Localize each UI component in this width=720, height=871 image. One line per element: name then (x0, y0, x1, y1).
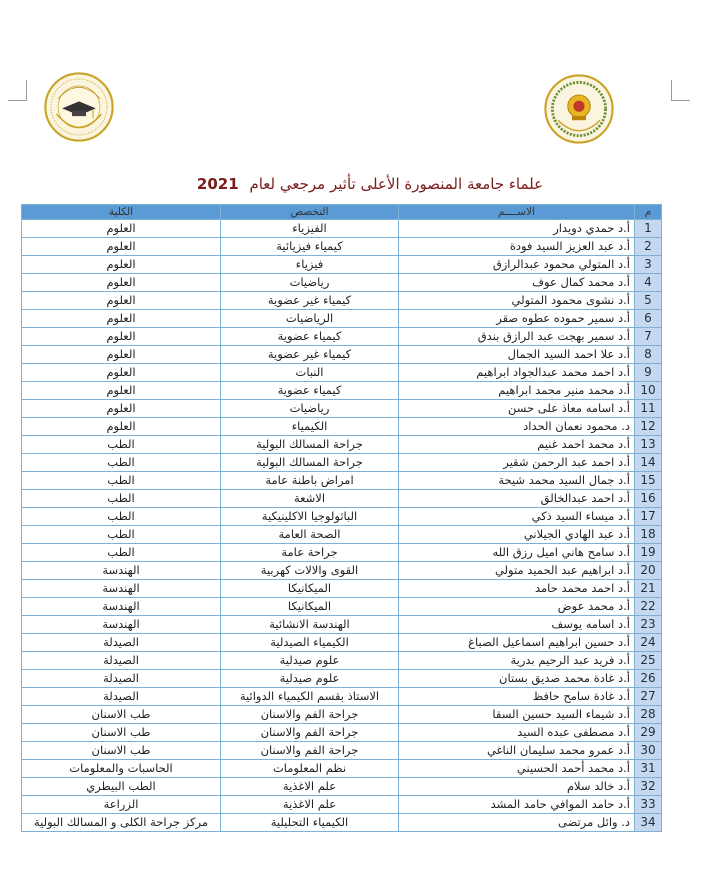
cell-num: 22 (635, 598, 662, 616)
cell-faculty: الطب (22, 544, 221, 562)
scholars-table (21, 204, 662, 832)
cell-name: أ.د محمد احمد غنيم (399, 436, 635, 454)
cell-name: أ.د احمد محمد حامد (399, 580, 635, 598)
cell-num: 16 (635, 490, 662, 508)
cell-faculty: الطب (22, 526, 221, 544)
cell-name: أ.د ميساء السيد ذكي (399, 508, 635, 526)
cell-faculty: العلوم (22, 274, 221, 292)
cell-faculty: الطب البيطري (22, 778, 221, 796)
cell-num: 11 (635, 400, 662, 418)
cell-num: 26 (635, 670, 662, 688)
university-seal-icon (544, 74, 614, 144)
cell-num: 9 (635, 364, 662, 382)
cell-specialty: رياضيات (221, 274, 399, 292)
cell-num: 7 (635, 328, 662, 346)
table-row (22, 634, 662, 652)
table-row (22, 760, 662, 778)
cell-faculty: الصيدلة (22, 652, 221, 670)
cell-name: أ.د محمد منير محمد ابراهيم (399, 382, 635, 400)
cell-specialty: الهندسة الانشائية (221, 616, 399, 634)
table-row (22, 400, 662, 418)
cell-specialty: علوم صيدلية (221, 670, 399, 688)
header-name: الاســــم (399, 205, 635, 220)
cell-num: 8 (635, 346, 662, 364)
cell-specialty: امراض باطنة عامة (221, 472, 399, 490)
cell-name: أ.د نشوى محمود المتولي (399, 292, 635, 310)
cell-specialty: الرياضيات (221, 310, 399, 328)
table-row (22, 598, 662, 616)
university-logo-right (544, 74, 614, 144)
cell-specialty: علم الاغذية (221, 778, 399, 796)
cell-faculty: العلوم (22, 400, 221, 418)
cell-num: 15 (635, 472, 662, 490)
title-text: علماء جامعة المنصورة الأعلى تأثير مرجعي لعام (249, 175, 544, 193)
cell-name: أ.د المتولي محمود عبدالرازق (399, 256, 635, 274)
cell-faculty: الصيدلة (22, 670, 221, 688)
cell-faculty: العلوم (22, 382, 221, 400)
cell-faculty: الصيدلة (22, 634, 221, 652)
table-row (22, 364, 662, 382)
cell-name: أ.د احمد محمد عبدالجواد ابراهيم (399, 364, 635, 382)
cell-specialty: كيمياء فيزيائية (221, 238, 399, 256)
table-row (22, 382, 662, 400)
cell-faculty: الهندسة (22, 580, 221, 598)
cell-faculty: الحاسبات والمعلومات (22, 760, 221, 778)
cell-name: أ.د مصطفى عبده السيد (399, 724, 635, 742)
table-row (22, 238, 662, 256)
cell-faculty: طب الاسنان (22, 742, 221, 760)
cell-name: أ.د سامح هاني اميل رزق الله (399, 544, 635, 562)
table-row (22, 220, 662, 238)
cell-faculty: الطب (22, 508, 221, 526)
cell-faculty: طب الاسنان (22, 724, 221, 742)
cell-name: د. وائل مرتضى (399, 814, 635, 832)
cell-num: 32 (635, 778, 662, 796)
cell-num: 19 (635, 544, 662, 562)
crop-mark-left (8, 80, 27, 101)
table-row (22, 544, 662, 562)
cell-name: أ.د ابراهيم عبد الحميد متولي (399, 562, 635, 580)
table-row (22, 472, 662, 490)
university-logo-left (44, 72, 114, 142)
table-row (22, 346, 662, 364)
cell-name: أ.د عمرو محمد سليمان الناغي (399, 742, 635, 760)
cell-name: أ.د محمد كمال عوف (399, 274, 635, 292)
table-row (22, 436, 662, 454)
cell-num: 14 (635, 454, 662, 472)
cell-num: 12 (635, 418, 662, 436)
table-row (22, 706, 662, 724)
cell-specialty: جراحة الفم والاسنان (221, 706, 399, 724)
table-body (22, 220, 662, 832)
cell-specialty: جراحة الفم والاسنان (221, 724, 399, 742)
cell-name: أ.د غادة سامح حافظ (399, 688, 635, 706)
cell-num: 10 (635, 382, 662, 400)
cell-name: أ.د احمد عبدالخالق (399, 490, 635, 508)
cell-name: أ.د حسين ابراهيم اسماعيل الصباغ (399, 634, 635, 652)
cell-num: 2 (635, 238, 662, 256)
table-row (22, 508, 662, 526)
cell-specialty: كيمياء عضوية (221, 328, 399, 346)
cell-faculty: طب الاسنان (22, 706, 221, 724)
table-row (22, 562, 662, 580)
table-row (22, 814, 662, 832)
cell-faculty: الطب (22, 436, 221, 454)
cell-name: أ.د احمد عبد الرحمن شقير (399, 454, 635, 472)
cell-faculty: العلوم (22, 292, 221, 310)
cell-specialty: الكيمياء التحليلية (221, 814, 399, 832)
cell-specialty: الباثولوجيا الاكلينيكية (221, 508, 399, 526)
table-row (22, 490, 662, 508)
table-row (22, 688, 662, 706)
cell-specialty: علوم صيدلية (221, 652, 399, 670)
cell-num: 24 (635, 634, 662, 652)
cell-name: أ.د حمدي دويدار (399, 220, 635, 238)
title-year: 2021 (196, 175, 239, 193)
table-row (22, 274, 662, 292)
cell-specialty: الفيزياء (221, 220, 399, 238)
cell-num: 4 (635, 274, 662, 292)
cell-faculty: الهندسة (22, 562, 221, 580)
table-row (22, 418, 662, 436)
table-row (22, 256, 662, 274)
cell-specialty: كيمياء غير عضوية (221, 346, 399, 364)
cell-faculty: العلوم (22, 256, 221, 274)
cell-name: أ.د سمير بهجت عبد الرازق بندق (399, 328, 635, 346)
cell-name: أ.د فريد عبد الرحيم بدرية (399, 652, 635, 670)
cell-specialty: الكيمياء (221, 418, 399, 436)
cell-num: 21 (635, 580, 662, 598)
cell-num: 33 (635, 796, 662, 814)
cell-faculty: الطب (22, 490, 221, 508)
cell-specialty: علم الاغذية (221, 796, 399, 814)
cell-num: 17 (635, 508, 662, 526)
header-num: م (635, 205, 662, 220)
table-row (22, 526, 662, 544)
table-row (22, 670, 662, 688)
cell-specialty: القوى والالات كهربية (221, 562, 399, 580)
cell-specialty: فيزياء (221, 256, 399, 274)
cell-name: أ.د جمال السيد محمد شيحة (399, 472, 635, 490)
cell-faculty: الصيدلة (22, 688, 221, 706)
cell-faculty: العلوم (22, 310, 221, 328)
cell-faculty: الهندسة (22, 616, 221, 634)
cell-num: 27 (635, 688, 662, 706)
cell-name: أ.د غادة محمد صديق بستان (399, 670, 635, 688)
cell-name: أ.د عبد العزيز السيد فودة (399, 238, 635, 256)
table-row (22, 310, 662, 328)
cell-faculty: الهندسة (22, 598, 221, 616)
cell-num: 5 (635, 292, 662, 310)
scholars-table-container (21, 204, 661, 832)
header-faculty: الكلية (22, 205, 221, 220)
cell-name: أ.د عبد الهادي الجيلاني (399, 526, 635, 544)
table-row (22, 796, 662, 814)
table-row (22, 328, 662, 346)
crop-mark-right (671, 80, 690, 101)
cell-specialty: كيمياء غير عضوية (221, 292, 399, 310)
cell-specialty: الميكانيكا (221, 580, 399, 598)
cell-faculty: العلوم (22, 364, 221, 382)
table-row (22, 616, 662, 634)
cell-num: 1 (635, 220, 662, 238)
cell-specialty: كيمياء عضوية (221, 382, 399, 400)
graduation-cap-seal-icon (44, 72, 114, 142)
cell-specialty: نظم المعلومات (221, 760, 399, 778)
table-header-row (22, 205, 662, 220)
table-row (22, 778, 662, 796)
cell-name: أ.د سمير حموده عطوه صقر (399, 310, 635, 328)
cell-faculty: مركز جراحة الكلى و المسالك البولية (22, 814, 221, 832)
cell-specialty: رياضيات (221, 400, 399, 418)
table-row (22, 652, 662, 670)
cell-specialty: الاشعة (221, 490, 399, 508)
cell-faculty: العلوم (22, 328, 221, 346)
cell-specialty: جراحة المسالك البولية (221, 436, 399, 454)
table-row (22, 292, 662, 310)
cell-num: 29 (635, 724, 662, 742)
cell-faculty: العلوم (22, 238, 221, 256)
table-row (22, 742, 662, 760)
cell-name: أ.د خالد سلام (399, 778, 635, 796)
cell-num: 25 (635, 652, 662, 670)
cell-num: 31 (635, 760, 662, 778)
cell-name: أ.د شيماء السيد حسين السقا (399, 706, 635, 724)
cell-name: أ.د حامد الموافي حامد المشد (399, 796, 635, 814)
cell-num: 28 (635, 706, 662, 724)
cell-faculty: العلوم (22, 346, 221, 364)
table-row (22, 580, 662, 598)
page-title (140, 172, 600, 196)
cell-num: 23 (635, 616, 662, 634)
cell-name: أ.د اسامه يوسف (399, 616, 635, 634)
cell-specialty: جراحة الفم والاسنان (221, 742, 399, 760)
header-specialty: التخصص (221, 205, 399, 220)
cell-specialty: النبات (221, 364, 399, 382)
cell-num: 18 (635, 526, 662, 544)
cell-name: د. محمود نعمان الحداد (399, 418, 635, 436)
table-row (22, 454, 662, 472)
cell-faculty: الزراعة (22, 796, 221, 814)
cell-faculty: الطب (22, 454, 221, 472)
cell-name: أ.د محمد عوض (399, 598, 635, 616)
cell-faculty: العلوم (22, 418, 221, 436)
cell-specialty: الاستاذ بقسم الكيمياء الدوائية (221, 688, 399, 706)
cell-num: 6 (635, 310, 662, 328)
cell-num: 13 (635, 436, 662, 454)
cell-specialty: جراحة المسالك البولية (221, 454, 399, 472)
table-row (22, 724, 662, 742)
cell-num: 20 (635, 562, 662, 580)
cell-faculty: الطب (22, 472, 221, 490)
cell-num: 34 (635, 814, 662, 832)
cell-specialty: الميكانيكا (221, 598, 399, 616)
cell-faculty: العلوم (22, 220, 221, 238)
cell-name: أ.د محمد أحمد الحسيني (399, 760, 635, 778)
cell-specialty: الصحة العامة (221, 526, 399, 544)
cell-specialty: الكيمياء الصيدلية (221, 634, 399, 652)
cell-num: 3 (635, 256, 662, 274)
cell-name: أ.د علا احمد السيد الجمال (399, 346, 635, 364)
cell-num: 30 (635, 742, 662, 760)
cell-specialty: جراحة عامة (221, 544, 399, 562)
cell-name: أ.د اسامه معاذ على حسن (399, 400, 635, 418)
